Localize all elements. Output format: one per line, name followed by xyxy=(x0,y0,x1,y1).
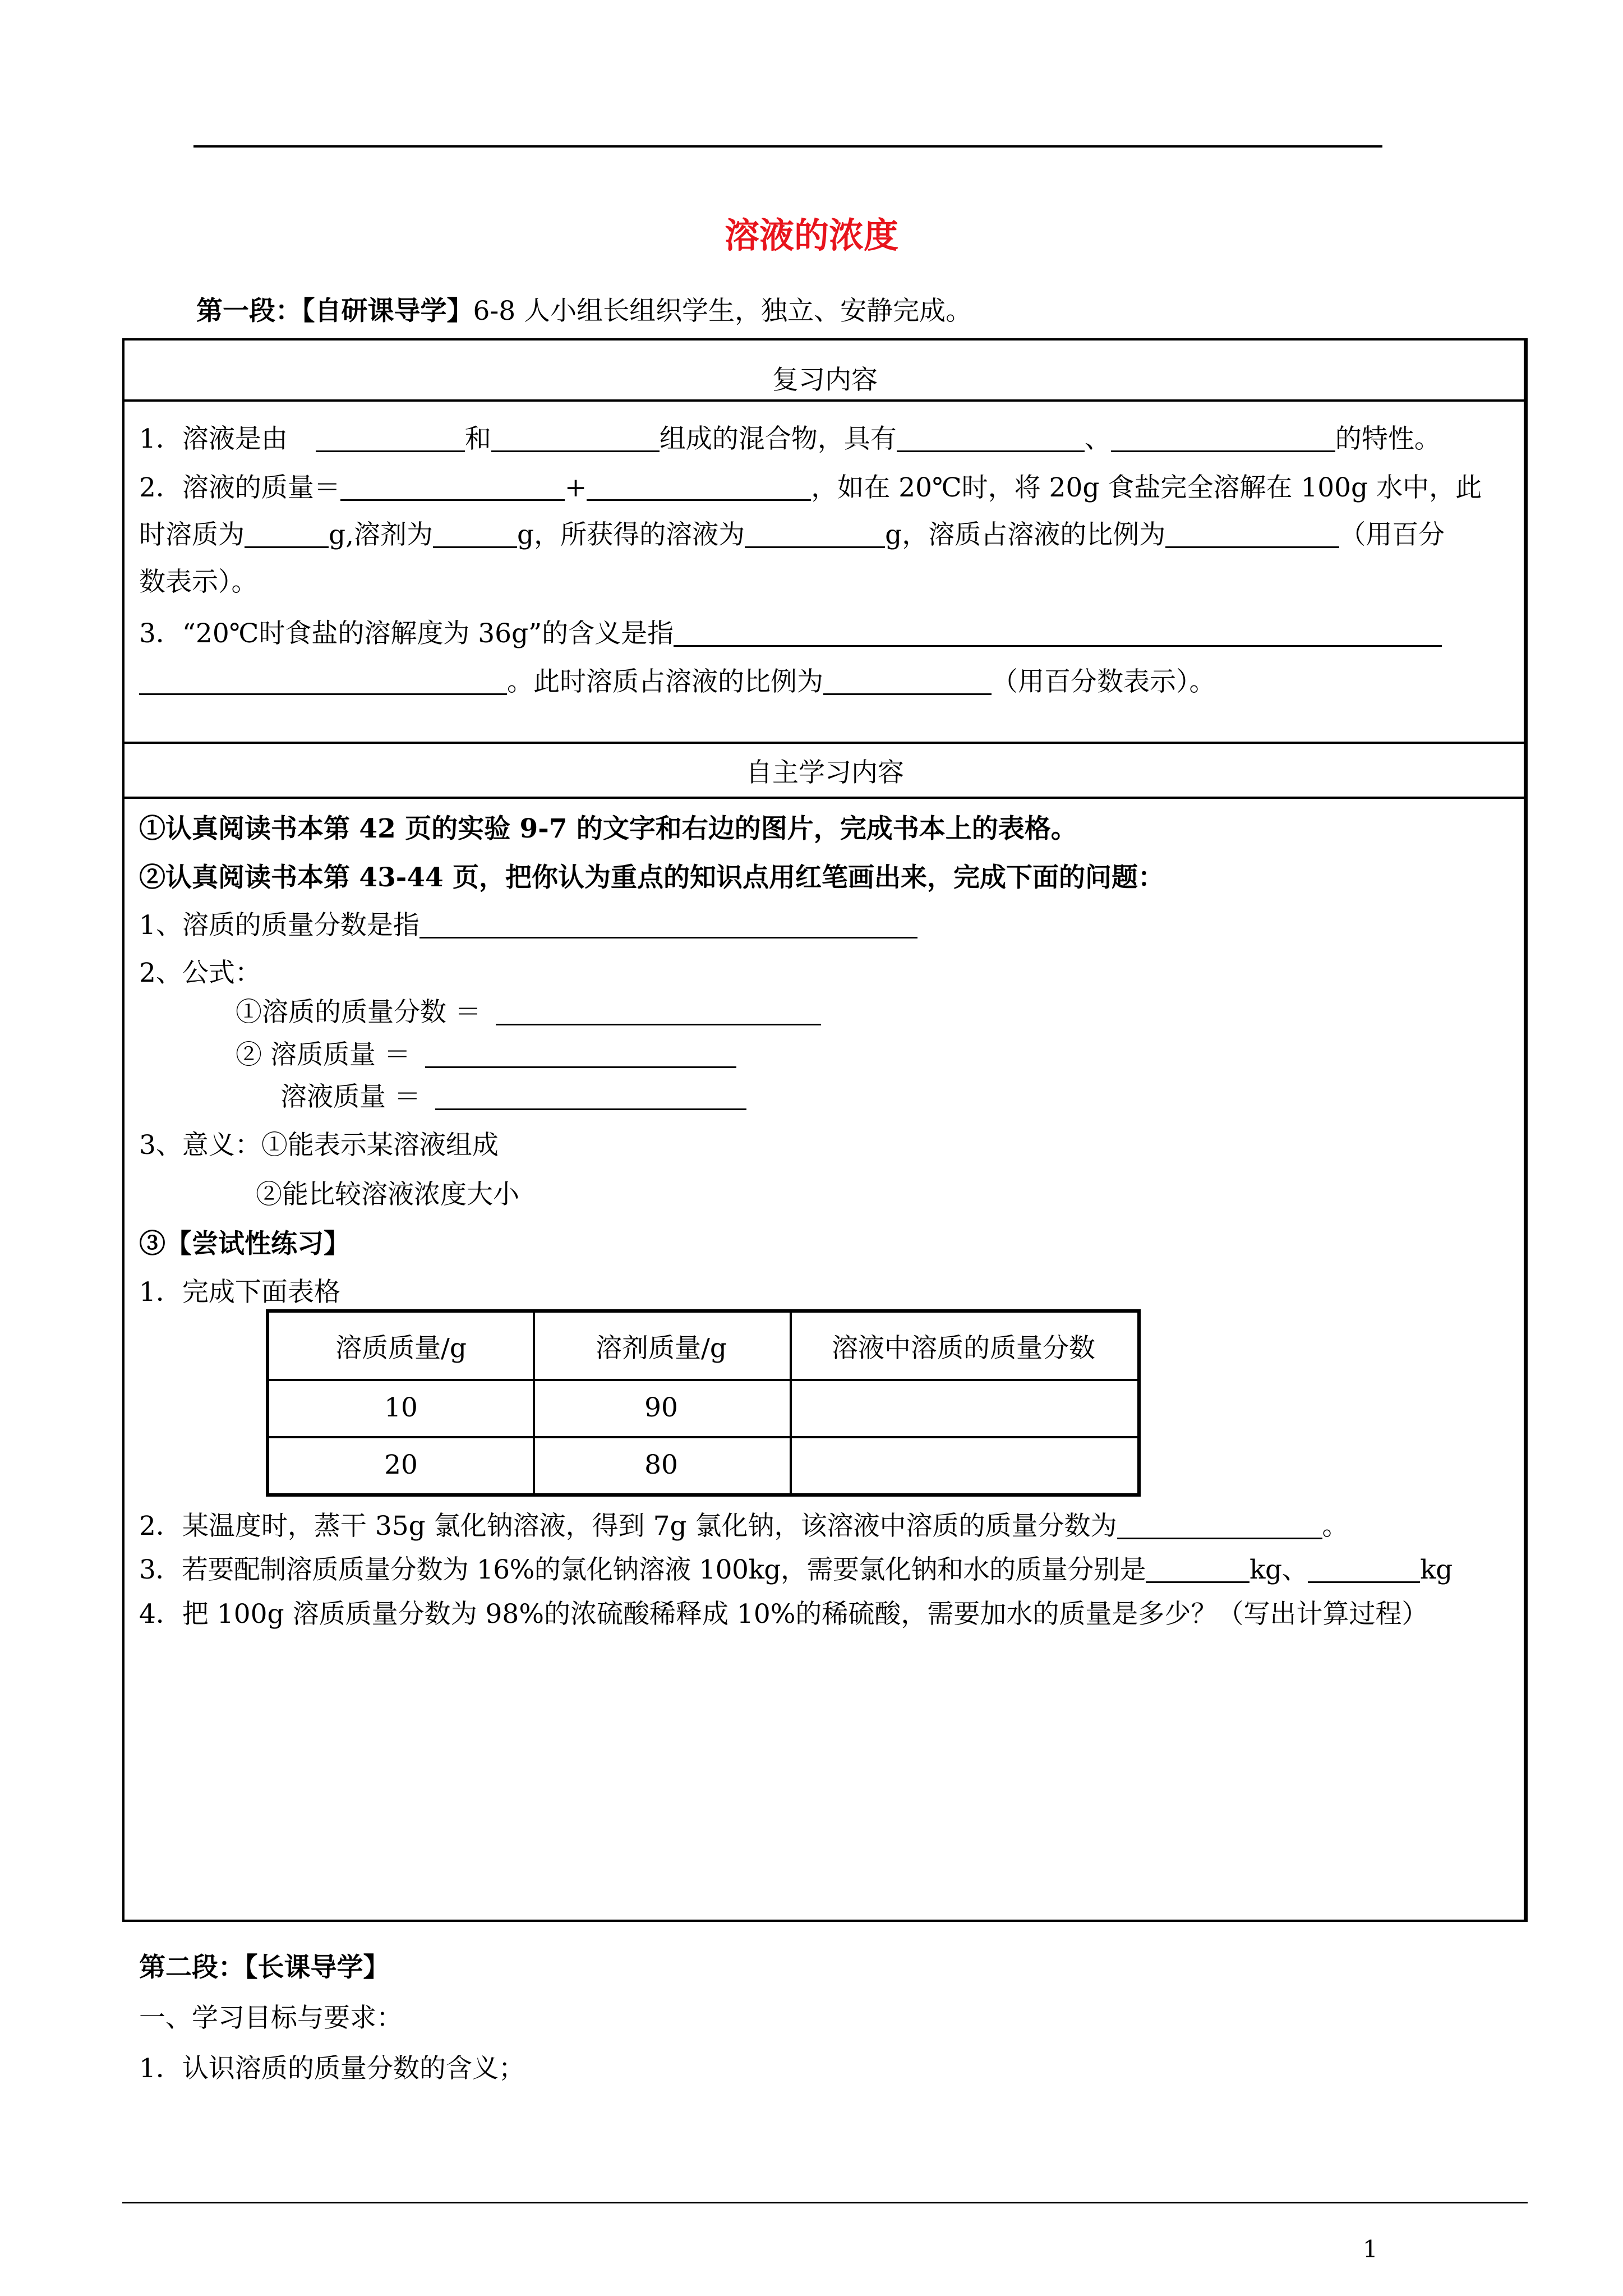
table-answer-cell[interactable] xyxy=(790,1379,1137,1436)
exercise-4: 4．把 100g 溶质质量分数为 98%的浓硫酸稀释成 10%的稀硫酸，需要加水的质量是多少？（写出计算过程） xyxy=(139,1599,1428,1630)
footer-rule xyxy=(122,2202,1528,2203)
review-q3-line2: 。此时溶质占溶液的比例为 （用百分数表示）。 xyxy=(139,661,1216,698)
blank-q2-6[interactable] xyxy=(1165,520,1339,548)
blank-q2-2[interactable] xyxy=(587,473,811,501)
formula-3: 溶液质量 ＝ xyxy=(280,1076,746,1114)
blank-formula-3[interactable] xyxy=(435,1082,746,1110)
definition-line: 1、溶质的质量分数是指 xyxy=(139,904,917,942)
review-bottom-rule xyxy=(122,742,1528,744)
review-q3-line1: 3．“20℃时食盐的溶解度为 36g”的含义是指 xyxy=(139,613,1442,650)
table-header-row xyxy=(269,1313,1137,1379)
blank-q1-2[interactable] xyxy=(491,424,660,452)
blank-definition[interactable] xyxy=(419,910,917,938)
formula-2: ② 溶质质量 ＝ xyxy=(236,1034,736,1071)
review-header-rule xyxy=(122,399,1528,402)
section2-goals: 一、学习目标与要求： xyxy=(139,2003,403,2033)
blank-q1-3[interactable] xyxy=(897,424,1085,452)
self-study-header: 自主学习内容 xyxy=(746,757,904,788)
page-title: 溶液的浓度 xyxy=(724,215,898,256)
header-rule xyxy=(193,145,1382,148)
blank-formula-2[interactable] xyxy=(425,1040,736,1068)
table-answer-cell[interactable] xyxy=(790,1436,1137,1493)
table-cell: 20 xyxy=(384,1449,418,1480)
table-cell: 90 xyxy=(644,1392,678,1423)
review-q2-line1: 2．溶液的质量＝ + ，如在 20℃时，将 20g 食盐完全溶解在 100g 水中，此 xyxy=(139,472,1482,503)
self-study-header-rule xyxy=(122,797,1528,799)
table-cell: 10 xyxy=(384,1392,418,1423)
section1-label: 第一段：【自研课导学】 xyxy=(196,296,473,326)
review-q2-line2: 时溶质为 g,溶剂为 g，所获得的溶液为 g，溶质占溶液的比例为 （用百分 xyxy=(139,519,1445,550)
review-q1: 1．溶液是由 和 组成的混合物，具有 、 的特性。 xyxy=(139,424,1441,454)
frame-double-border xyxy=(1524,338,1525,1922)
review-header: 复习内容 xyxy=(772,365,878,395)
blank-q2-1[interactable] xyxy=(340,473,565,501)
page-number: 1 xyxy=(1363,2235,1378,2263)
meaning-line1: 3、意义：①能表示某溶液组成 xyxy=(139,1130,499,1161)
blank-q2-4[interactable] xyxy=(433,520,517,548)
blank-exercise-3a[interactable] xyxy=(1146,1555,1249,1583)
self-study-step1: ①认真阅读书本第 42 页的实验 9-7 的文字和右边的图片，完成书本上的表格。 xyxy=(139,813,1077,844)
table-header-cell: 溶质质量/g xyxy=(335,1332,467,1364)
exercise-3: 3．若要配制溶质质量分数为 16%的氯化钠溶液 100kg，需要氯化钠和水的质量分别是 kg、 kg xyxy=(139,1554,1453,1585)
section1-text: 6-8 人小组长组织学生，独立、安静完成。 xyxy=(473,296,972,326)
meaning-line2: ②能比较溶液浓度大小 xyxy=(256,1179,519,1210)
section2-label: 第二段：【长课导学】 xyxy=(139,1952,390,1983)
section1-heading xyxy=(196,290,972,328)
practice-table xyxy=(266,1309,1141,1497)
blank-exercise-3b[interactable] xyxy=(1308,1555,1420,1583)
formula-heading: 2、公式： xyxy=(139,958,261,988)
practice-label: ③【尝试性练习】 xyxy=(139,1228,350,1259)
section2-goal-1: 1．认识溶质的质量分数的含义； xyxy=(139,2053,525,2084)
blank-formula-1[interactable] xyxy=(496,997,821,1025)
table-row xyxy=(269,1379,1137,1436)
formula-1: ①溶质的质量分数 ＝ xyxy=(236,991,821,1029)
table-header-cell: 溶液中溶质的质量分数 xyxy=(832,1332,1095,1364)
blank-q1-1[interactable] xyxy=(316,424,465,452)
exercise-1: 1．完成下面表格 xyxy=(139,1277,340,1308)
review-q2-line3: 数表示）。 xyxy=(139,567,258,597)
blank-q3-2[interactable] xyxy=(139,667,507,695)
table-row xyxy=(269,1436,1137,1493)
blank-q3-1[interactable] xyxy=(674,619,1442,647)
blank-q3-3[interactable] xyxy=(823,667,992,695)
blank-q1-4[interactable] xyxy=(1111,424,1335,452)
table-header-cell: 溶剂质量/g xyxy=(596,1332,727,1364)
table-cell: 80 xyxy=(644,1449,678,1480)
blank-q2-5[interactable] xyxy=(745,520,885,548)
self-study-step2: ②认真阅读书本第 43-44 页，把你认为重点的知识点用红笔画出来，完成下面的问题： xyxy=(139,862,1165,893)
blank-q2-3[interactable] xyxy=(245,520,329,548)
blank-exercise-2[interactable] xyxy=(1117,1511,1322,1539)
exercise-2: 2．某温度时，蒸干 35g 氯化钠溶液，得到 7g 氯化钠，该溶液中溶质的质量分数为 。 xyxy=(139,1511,1349,1542)
